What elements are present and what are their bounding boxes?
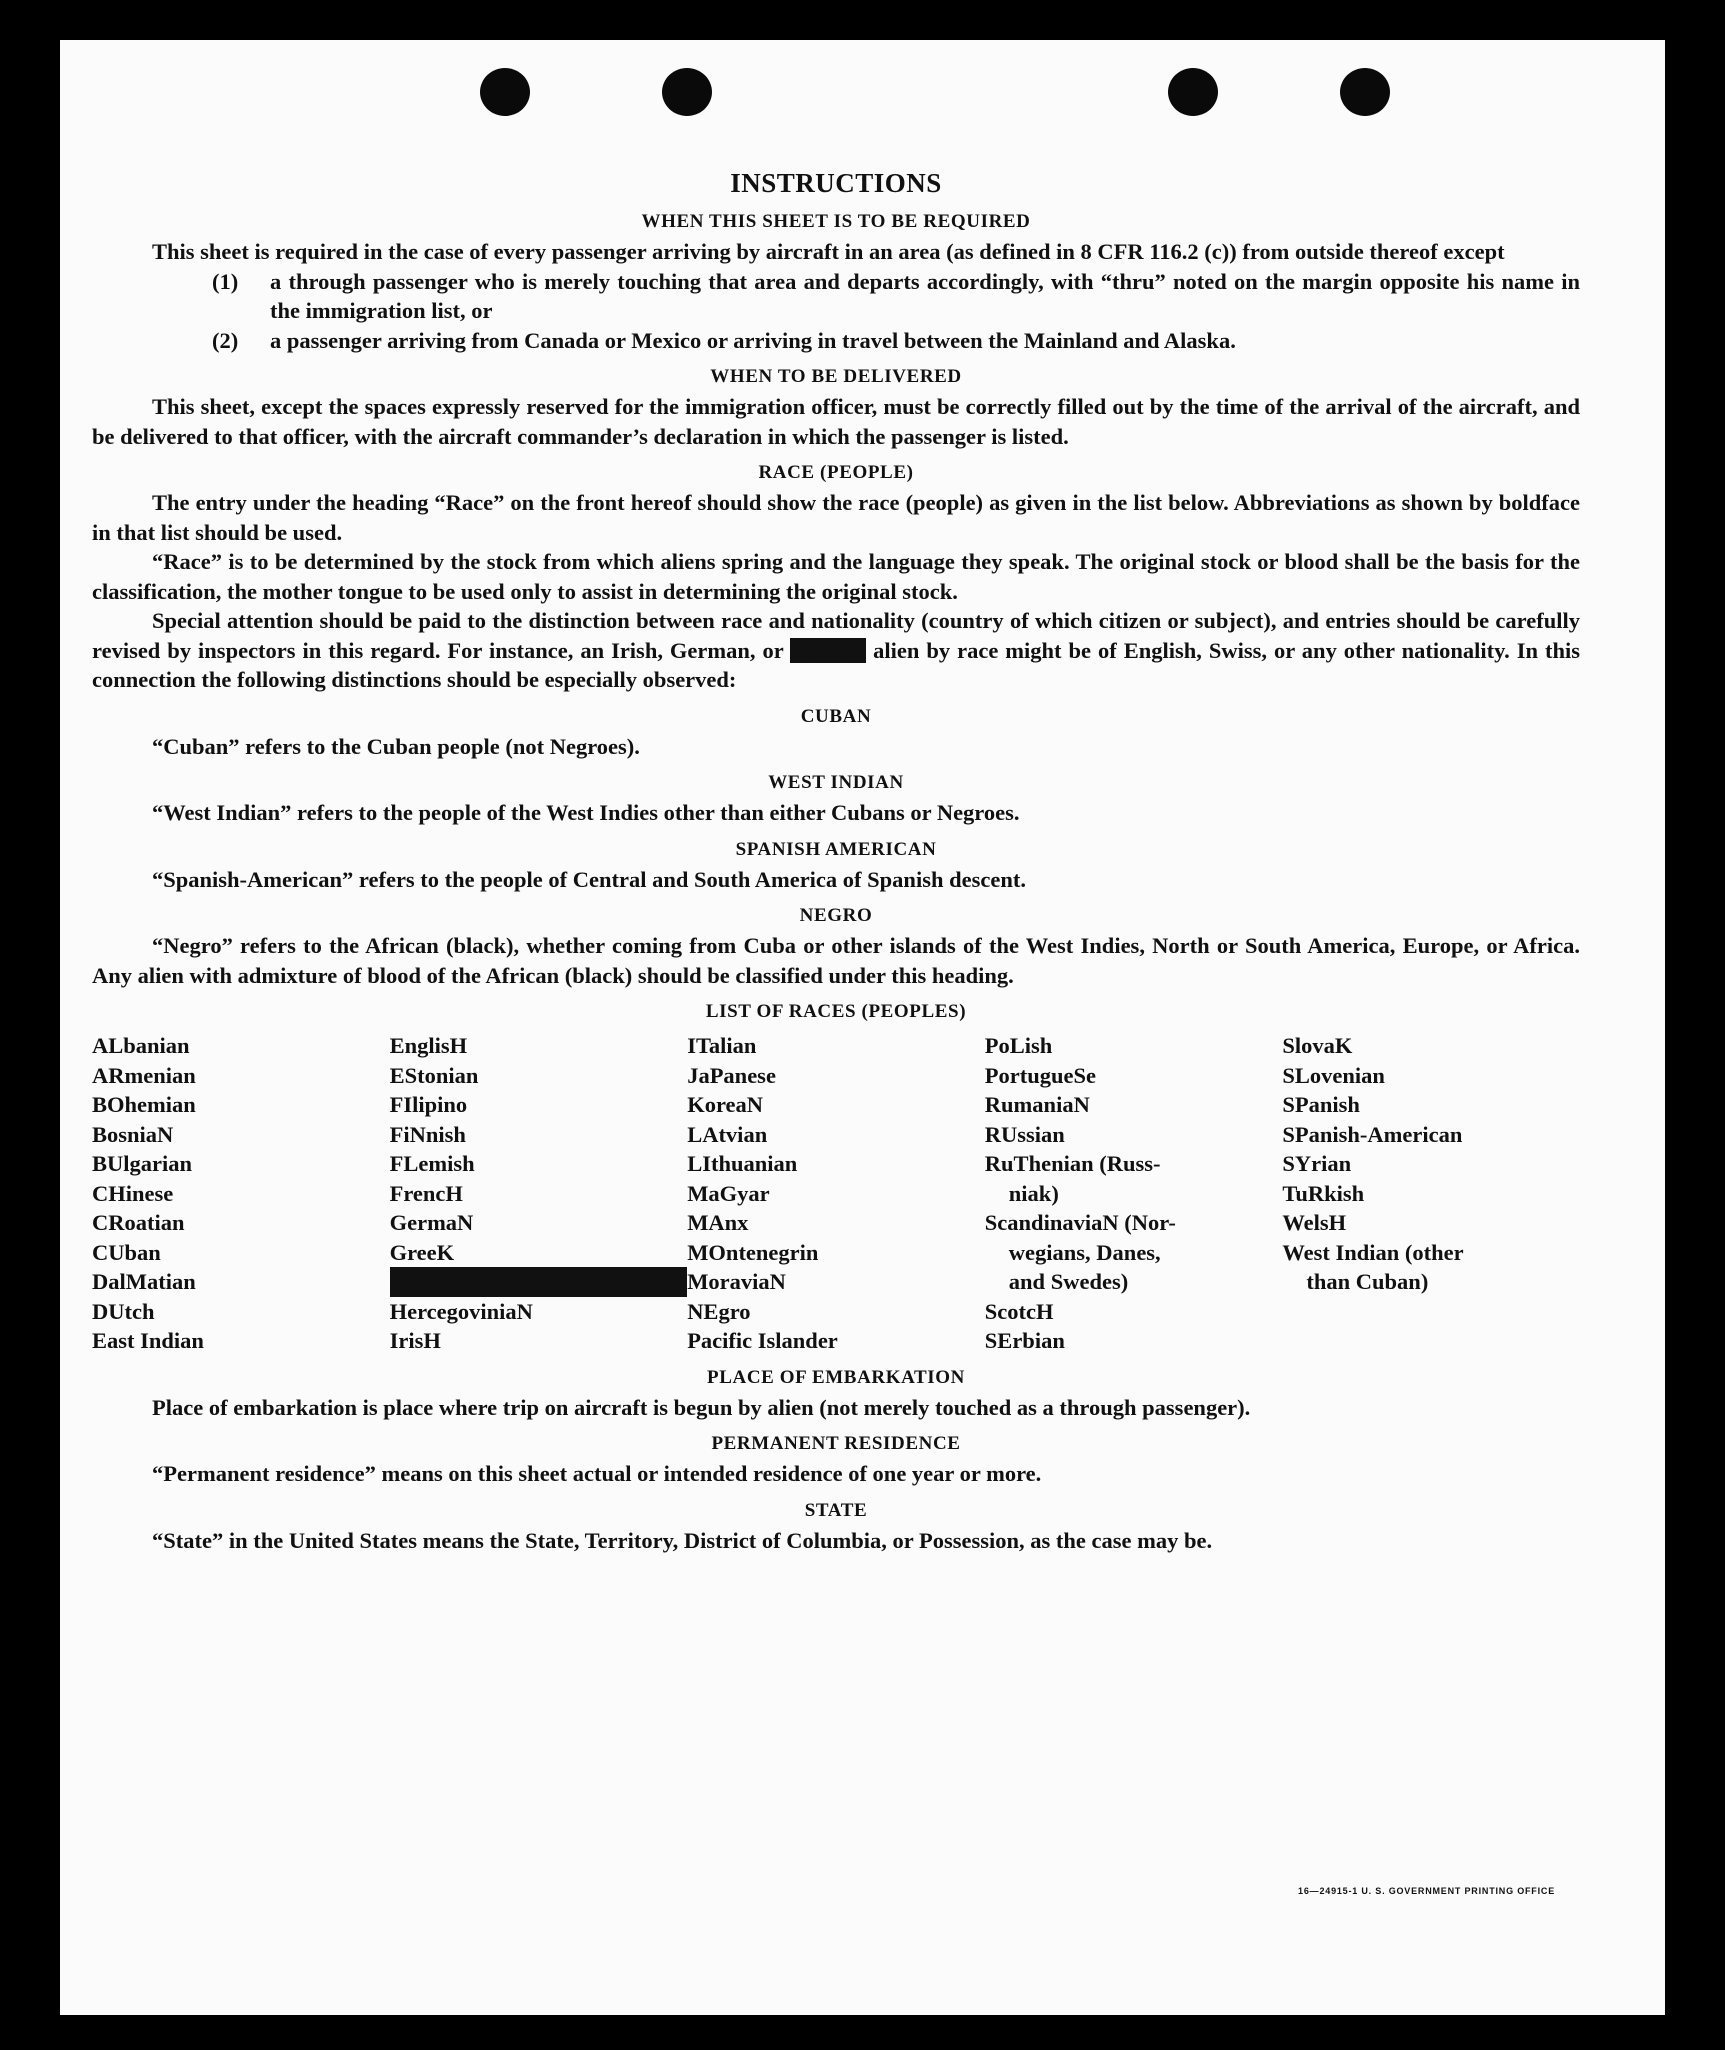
- race-3-after: alien by race might be of English, Swiss, or any other nationality. In this connection the following distinctions should be especially observed:: [92, 637, 1580, 692]
- race-list-item: ITalian: [687, 1033, 757, 1058]
- paragraph-residence: “Permanent residence” means on this sheet actual or intended residence of one year or more.: [152, 1461, 1042, 1486]
- instructions-content: [92, 166, 1580, 1555]
- exception-item-2: [212, 326, 1580, 356]
- punch-hole: [480, 68, 530, 116]
- race-list-item: KoreaN: [687, 1092, 764, 1117]
- heading-list-of-races: LIST OF RACES (PEOPLES): [705, 1001, 967, 1022]
- race-list-item: CRoatian: [92, 1210, 185, 1235]
- punch-hole: [1168, 68, 1218, 116]
- race-list-item: DUtch: [92, 1298, 155, 1324]
- race-list-item: TuRkish: [1282, 1180, 1365, 1206]
- race-list-item: PortugueSe: [984, 1062, 1097, 1088]
- race-list-item: BUlgarian: [92, 1151, 193, 1176]
- punch-hole: [1340, 68, 1390, 116]
- race-list-item: BosniaN: [92, 1121, 174, 1147]
- race-list-item: West Indian (other: [1282, 1239, 1464, 1265]
- race-list-item: WelsH: [1282, 1210, 1347, 1235]
- race-list-item: MoraviaN: [687, 1269, 786, 1294]
- race-list-item: LAtvian: [687, 1121, 768, 1147]
- races-column-3: [687, 1031, 985, 1356]
- exception-item-1: [212, 267, 1580, 326]
- heading-negro: NEGRO: [799, 905, 873, 926]
- exception-number: (1): [212, 268, 239, 294]
- paragraph-negro: “Negro” refers to the African (black), whether coming from Cuba or other islands of the West Indies, North or South America, Europe, or Africa. Any alien with admixture of blood of the African (black) should be classified under this heading.: [92, 933, 1580, 988]
- race-list-item: East Indian: [92, 1328, 204, 1353]
- page-title: INSTRUCTIONS: [730, 168, 942, 198]
- paragraph-race-3: [92, 606, 1580, 695]
- race-list-item: BOhemian: [92, 1092, 196, 1117]
- race-list-item: ScandinaviaN (Nor-: [984, 1210, 1176, 1235]
- race-list-item: LIthuanian: [687, 1151, 798, 1176]
- heading-race: RACE (PEOPLE): [758, 462, 914, 483]
- race-list-item: RumaniaN: [984, 1092, 1090, 1117]
- race-list-item: DalMatian: [92, 1269, 196, 1294]
- race-list-item: CHinese: [92, 1180, 174, 1206]
- heading-west-indian: WEST INDIAN: [768, 772, 904, 793]
- race-list-item: FiNnish: [389, 1121, 466, 1147]
- race-list-item: ScotcH: [984, 1298, 1054, 1324]
- race-list-item: HebreW: [390, 1267, 688, 1297]
- paragraph-state: “State” in the United States means the State, Territory, District of Columbia, or Possession, as the case may be.: [152, 1527, 1213, 1553]
- race-3-before: Special attention should be paid to the distinction between race and nationality (country of which citizen or subject), and entries should be carefully revised by inspectors in this regard. For instance, an Irish, German, or: [92, 608, 1580, 663]
- heading-state: STATE: [804, 1499, 868, 1521]
- heading-when-delivered: WHEN TO BE DELIVERED: [710, 366, 962, 387]
- races-column-1: [92, 1031, 390, 1356]
- race-list-item: EStonian: [389, 1062, 479, 1088]
- race-list-item: SlovaK: [1282, 1033, 1353, 1058]
- race-list-item: wegians, Danes,: [1008, 1239, 1161, 1265]
- race-list-item: RuThenian (Russ-: [984, 1151, 1161, 1176]
- race-list-item: MOntenegrin: [687, 1239, 819, 1265]
- race-list-item: and Swedes): [1008, 1269, 1129, 1294]
- race-list-item: SLovenian: [1282, 1062, 1385, 1088]
- race-list-item: RUssian: [984, 1121, 1065, 1147]
- races-column-5: [1282, 1031, 1580, 1356]
- race-list-item: EnglisH: [389, 1033, 468, 1058]
- race-list-item: HercegoviniaN: [389, 1298, 533, 1324]
- race-list-item: niak): [1008, 1180, 1059, 1206]
- race-list-item: SPanish: [1282, 1092, 1360, 1117]
- paragraph-race-1: The entry under the heading “Race” on the front hereof should show the race (people) as given in the list below. Abbreviations as shown by boldface in that list should be used.: [92, 490, 1580, 545]
- heading-embarkation: PLACE OF EMBARKATION: [707, 1366, 965, 1388]
- race-list-item: FIlipino: [389, 1092, 468, 1117]
- race-list-item: NEgro: [687, 1298, 751, 1324]
- heading-cuban: CUBAN: [800, 705, 872, 727]
- exception-text: a through passenger who is merely touching that area and departs accordingly, with “thru” noted on the margin opposite his name in the immigration list, or: [270, 268, 1580, 323]
- punch-hole: [662, 68, 712, 116]
- race-list-item: GreeK: [389, 1239, 455, 1265]
- race-list-item: ALbanian: [92, 1033, 190, 1058]
- races-column-4: [985, 1031, 1283, 1356]
- race-list-item: FrencH: [389, 1180, 463, 1206]
- paragraph-embarkation: Place of embarkation is place where trip on aircraft is begun by alien (not merely touched as a through passenger).: [152, 1394, 1251, 1420]
- redacted-word: Hebrew: [790, 637, 867, 663]
- heading-when-required: WHEN THIS SHEET IS TO BE REQUIRED: [641, 211, 1031, 232]
- race-list-item: CUban: [92, 1239, 161, 1265]
- paragraph-cuban: “Cuban” refers to the Cuban people (not Negroes).: [152, 733, 640, 759]
- paragraph-when-delivered: This sheet, except the spaces expressly reserved for the immigration officer, must be correctly filled out by the time of the arrival of the aircraft, and be delivered to that officer, with the aircraft commander’s declaration in which the passenger is listed.: [92, 394, 1580, 449]
- heading-spanish-american: SPANISH AMERICAN: [735, 838, 937, 860]
- exception-number: (2): [212, 327, 239, 353]
- race-list-item: SYrian: [1282, 1151, 1352, 1176]
- race-list-item: than Cuban): [1306, 1269, 1429, 1294]
- paragraph-when-required: This sheet is required in the case of every passenger arriving by aircraft in an area (as defined in 8 CFR 116.2 (c)) from outside thereof except: [152, 239, 1505, 264]
- race-list-item: SErbian: [984, 1328, 1065, 1353]
- races-list: [92, 1031, 1580, 1356]
- race-list-item: FLemish: [389, 1151, 475, 1176]
- races-column-2: [390, 1031, 688, 1356]
- race-list-item: SPanish-American: [1282, 1121, 1463, 1147]
- printing-office-code: 16—24915-1 U. S. GOVERNMENT PRINTING OFFICE: [1298, 1886, 1555, 1896]
- race-list-item: MaGyar: [687, 1180, 770, 1206]
- race-list-item: IrisH: [389, 1328, 441, 1353]
- heading-residence: PERMANENT RESIDENCE: [711, 1433, 961, 1454]
- race-list-item: PoLish: [984, 1033, 1053, 1058]
- race-list-item: Pacific Islander: [687, 1328, 838, 1353]
- race-list-item: GermaN: [389, 1210, 474, 1235]
- paragraph-race-2: “Race” is to be determined by the stock from which aliens spring and the language they speak. The original stock or blood shall be the basis for the classification, the mother tongue to be used only to assist in determining the original stock.: [92, 549, 1580, 604]
- paragraph-spanish-american: “Spanish-American” refers to the people of Central and South America of Spanish descent.: [152, 866, 1026, 892]
- race-list-item: ARmenian: [92, 1062, 196, 1088]
- exception-text: a passenger arriving from Canada or Mexico or arriving in travel between the Mainland and Alaska.: [270, 327, 1236, 353]
- document-page: [60, 40, 1665, 2015]
- paragraph-west-indian: “West Indian” refers to the people of the West Indies other than either Cubans or Negroes.: [152, 800, 1020, 825]
- race-list-item: MAnx: [687, 1210, 749, 1235]
- race-list-item: JaPanese: [687, 1062, 776, 1088]
